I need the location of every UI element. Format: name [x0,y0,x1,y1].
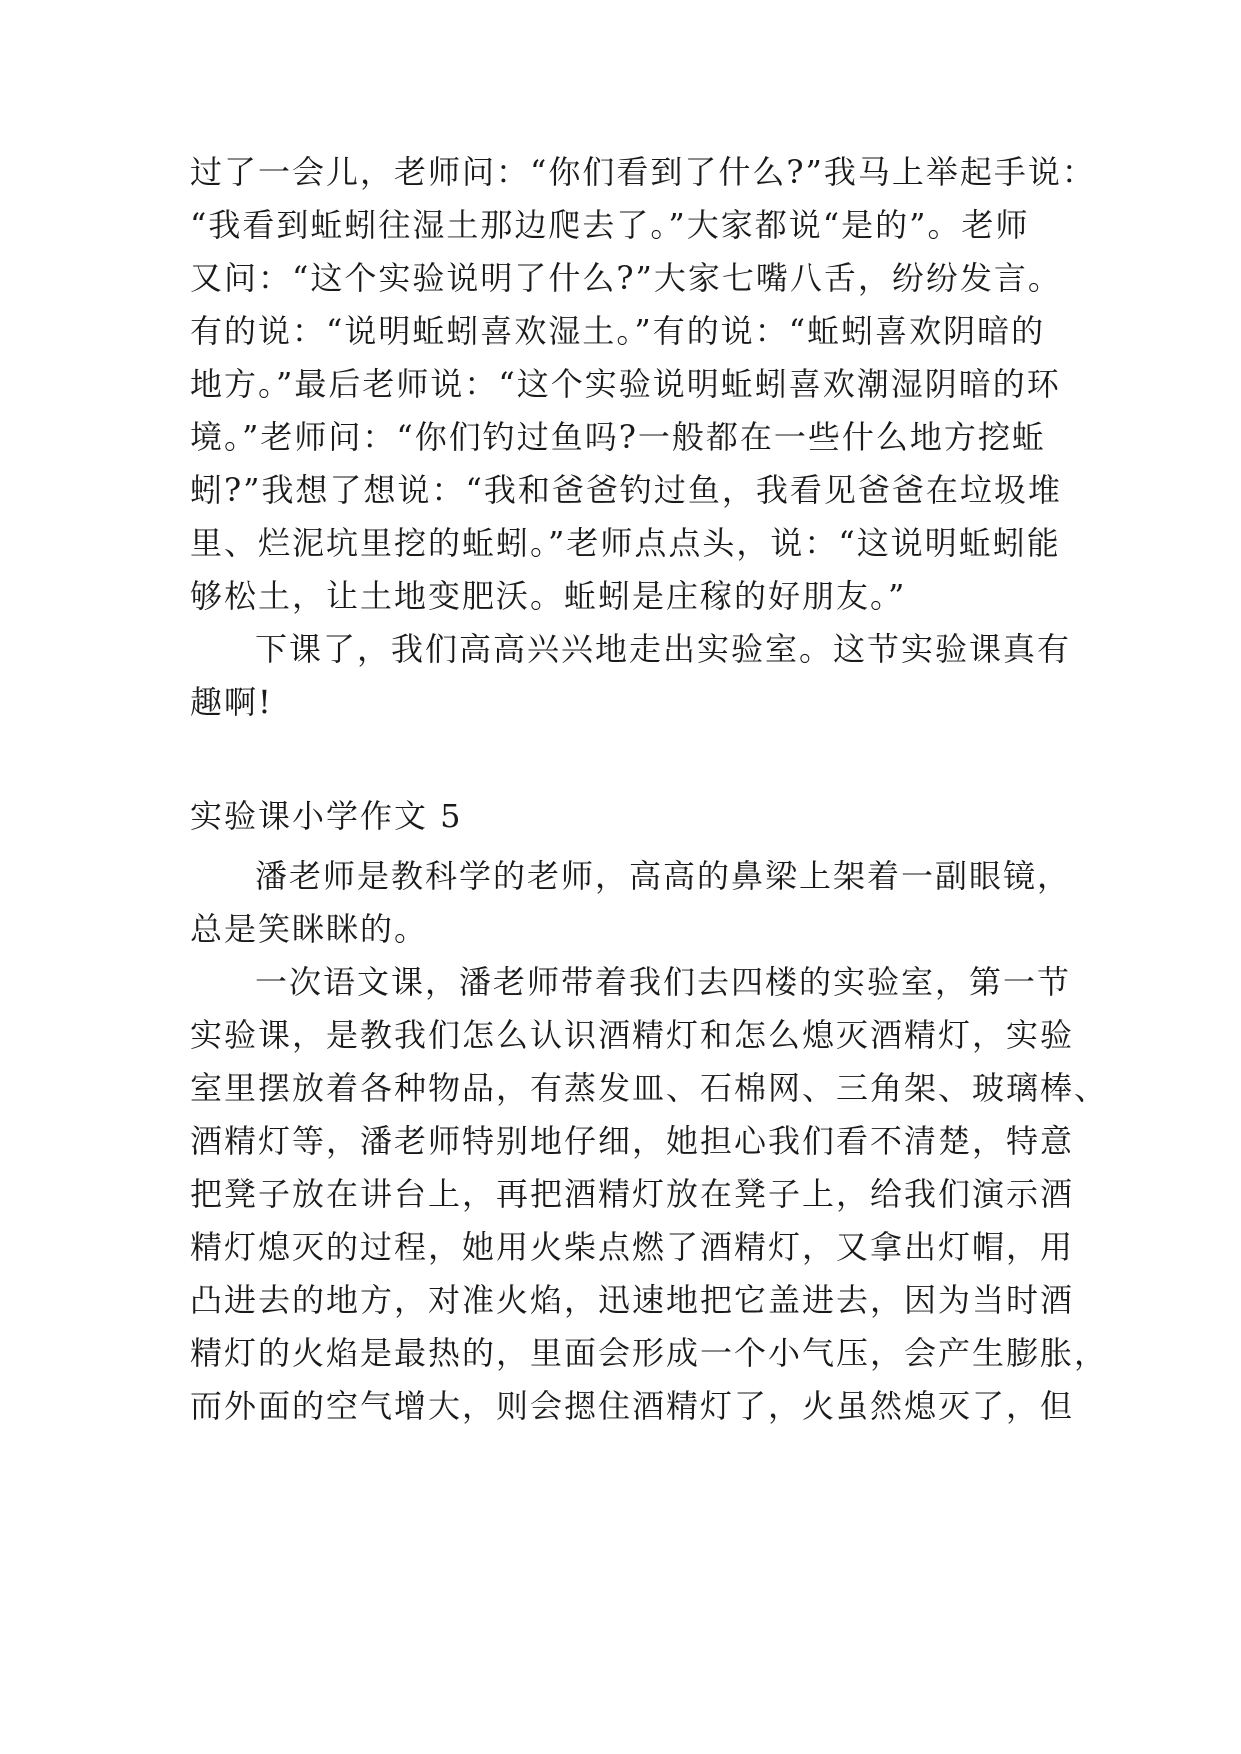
text-line: 精灯的火焰是最热的，里面会形成一个小气压，会产生膨胀， [190,1334,1109,1372]
text-line: 总是笑眯眯的。 [190,910,429,948]
text-line: 精灯熄灭的过程，她用火柴点燃了酒精灯，又拿出灯帽，用 [190,1228,1075,1266]
text-line: 又问：“这个实验说明了什么?”大家七嘴八舌，纷纷发言。 [190,259,1062,297]
text-line: 趣啊! [190,683,273,721]
text-line: 一次语文课，潘老师带着我们去四楼的实验室，第一节 [255,963,1072,1001]
text-line: 凸进去的地方，对准火焰，迅速地把它盖进去，因为当时酒 [190,1281,1075,1319]
text-line: 够松土，让土地变肥沃。蚯蚓是庄稼的好朋友。” [190,577,907,615]
text-line: 里、烂泥坑里挖的蚯蚓。”老师点点头，说：“这说明蚯蚓能 [190,524,1061,562]
text-line: 酒精灯等，潘老师特别地仔细，她担心我们看不清楚，特意 [190,1122,1075,1160]
text-line: 过了一会儿，老师问：“你们看到了什么?”我马上举起手说： [190,153,1096,191]
text-line: “我看到蚯蚓往湿土那边爬去了。”大家都说“是的”。老师 [190,206,1030,244]
text-line: 地方。”最后老师说：“这个实验说明蚯蚓喜欢潮湿阴暗的环 [190,365,1061,403]
text-line: 境。”老师问：“你们钓过鱼吗?一般都在一些什么地方挖蚯 [190,418,1046,456]
text-line: 而外面的空气增大，则会摁住酒精灯了，火虽然熄灭了，但 [190,1387,1075,1425]
text-line: 潘老师是教科学的老师，高高的鼻梁上架着一副眼镜， [255,857,1072,895]
text-line: 蚓?”我想了想说：“我和爸爸钓过鱼，我看见爸爸在垃圾堆 [190,471,1062,509]
section-heading: 实验课小学作文 5 [190,797,463,835]
text-line: 下课了，我们高高兴兴地走出实验室。这节实验课真有 [255,630,1072,668]
text-line: 实验课，是教我们怎么认识酒精灯和怎么熄灭酒精灯，实验 [190,1016,1075,1054]
text-line: 室里摆放着各种物品，有蒸发皿、石棉网、三角架、玻璃棒、 [190,1069,1109,1107]
text-line: 有的说：“说明蚯蚓喜欢湿土。”有的说：“蚯蚓喜欢阴暗的 [190,312,1046,350]
text-line: 把凳子放在讲台上，再把酒精灯放在凳子上，给我们演示酒 [190,1175,1075,1213]
